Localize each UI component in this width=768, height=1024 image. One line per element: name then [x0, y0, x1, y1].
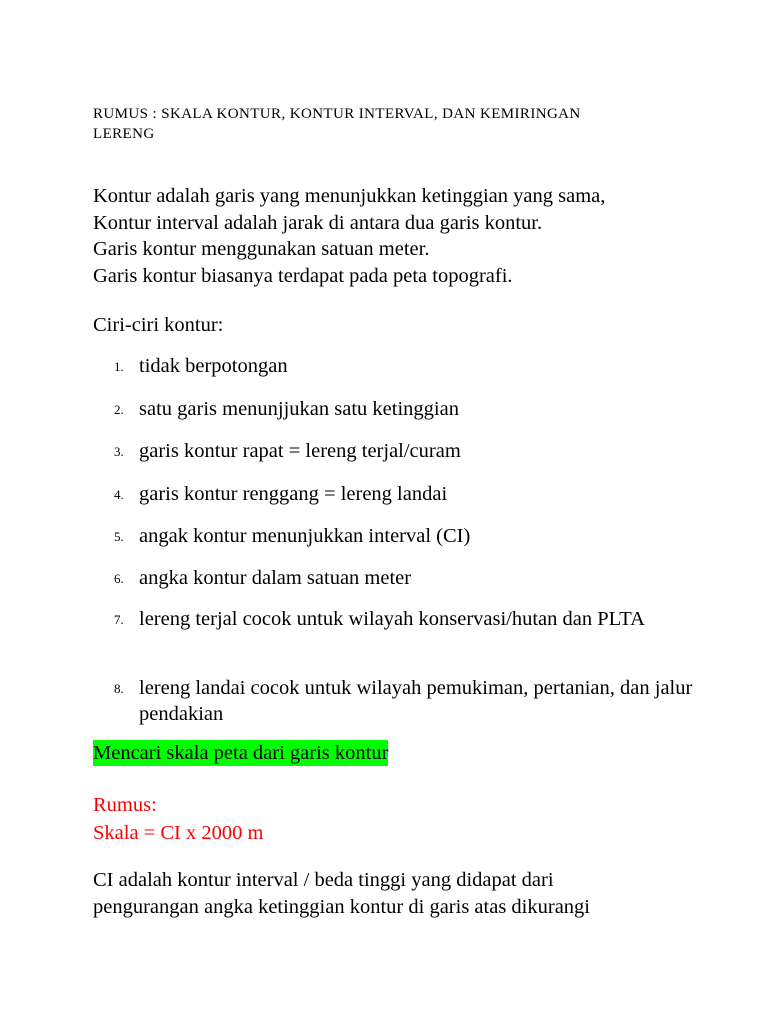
- document-title: [93, 104, 693, 144]
- list-text: lereng landai cocok untuk wilayah pemukiman, pertanian, dan jalur pendakian: [139, 677, 693, 725]
- formula-block: [93, 791, 263, 847]
- intro-line-2: Kontur interval adalah jarak di antara dua garis kontur.: [93, 211, 543, 234]
- list-number: 8.: [114, 681, 124, 696]
- ci-description-line-2: pengurangan angka ketinggian kontur di garis atas dikurangi: [93, 895, 590, 918]
- list-number: 5.: [114, 529, 124, 544]
- list-number: 1.: [114, 359, 124, 374]
- list-text: angak kontur menunjukkan interval (CI): [139, 525, 471, 547]
- document-title-line-2: LERENG: [93, 126, 155, 142]
- formula-text: Skala = CI x 2000 m: [93, 822, 264, 844]
- list-text: garis kontur rapat = lereng terjal/curam: [139, 440, 461, 462]
- list-number: 2.: [114, 402, 124, 417]
- ciri-heading: Ciri-ciri kontur:: [93, 314, 224, 336]
- intro-line-1: Kontur adalah garis yang menunjukkan ketinggian yang sama,: [93, 185, 606, 207]
- ci-description: [93, 867, 713, 920]
- intro-line-3: Garis kontur menggunakan satuan meter.: [93, 238, 430, 260]
- formula-label: Rumus:: [93, 794, 157, 816]
- intro-paragraph: [93, 183, 713, 289]
- list-text: lereng terjal cocok untuk wilayah konservasi/hutan dan PLTA: [139, 608, 645, 630]
- list-number: 7.: [114, 612, 124, 627]
- list-text: garis kontur renggang = lereng landai: [139, 483, 448, 505]
- list-text: tidak berpotongan: [139, 355, 288, 377]
- list-text: satu garis menunjjukan satu ketinggian: [139, 398, 459, 420]
- intro-line-4: Garis kontur biasanya terdapat pada peta topografi.: [93, 264, 513, 287]
- list-number: 3.: [114, 444, 124, 459]
- document-title-line-1: RUMUS : SKALA KONTUR, KONTUR INTERVAL, DAN KEMIRINGAN: [93, 106, 581, 122]
- list-text: angka kontur dalam satuan meter: [139, 567, 412, 589]
- ci-description-line-1: CI adalah kontur interval / beda tinggi yang didapat dari: [93, 869, 554, 891]
- list-number: 4.: [114, 487, 124, 502]
- highlighted-section-heading: Mencari skala peta dari garis kontur: [93, 742, 389, 764]
- list-number: 6.: [114, 571, 124, 586]
